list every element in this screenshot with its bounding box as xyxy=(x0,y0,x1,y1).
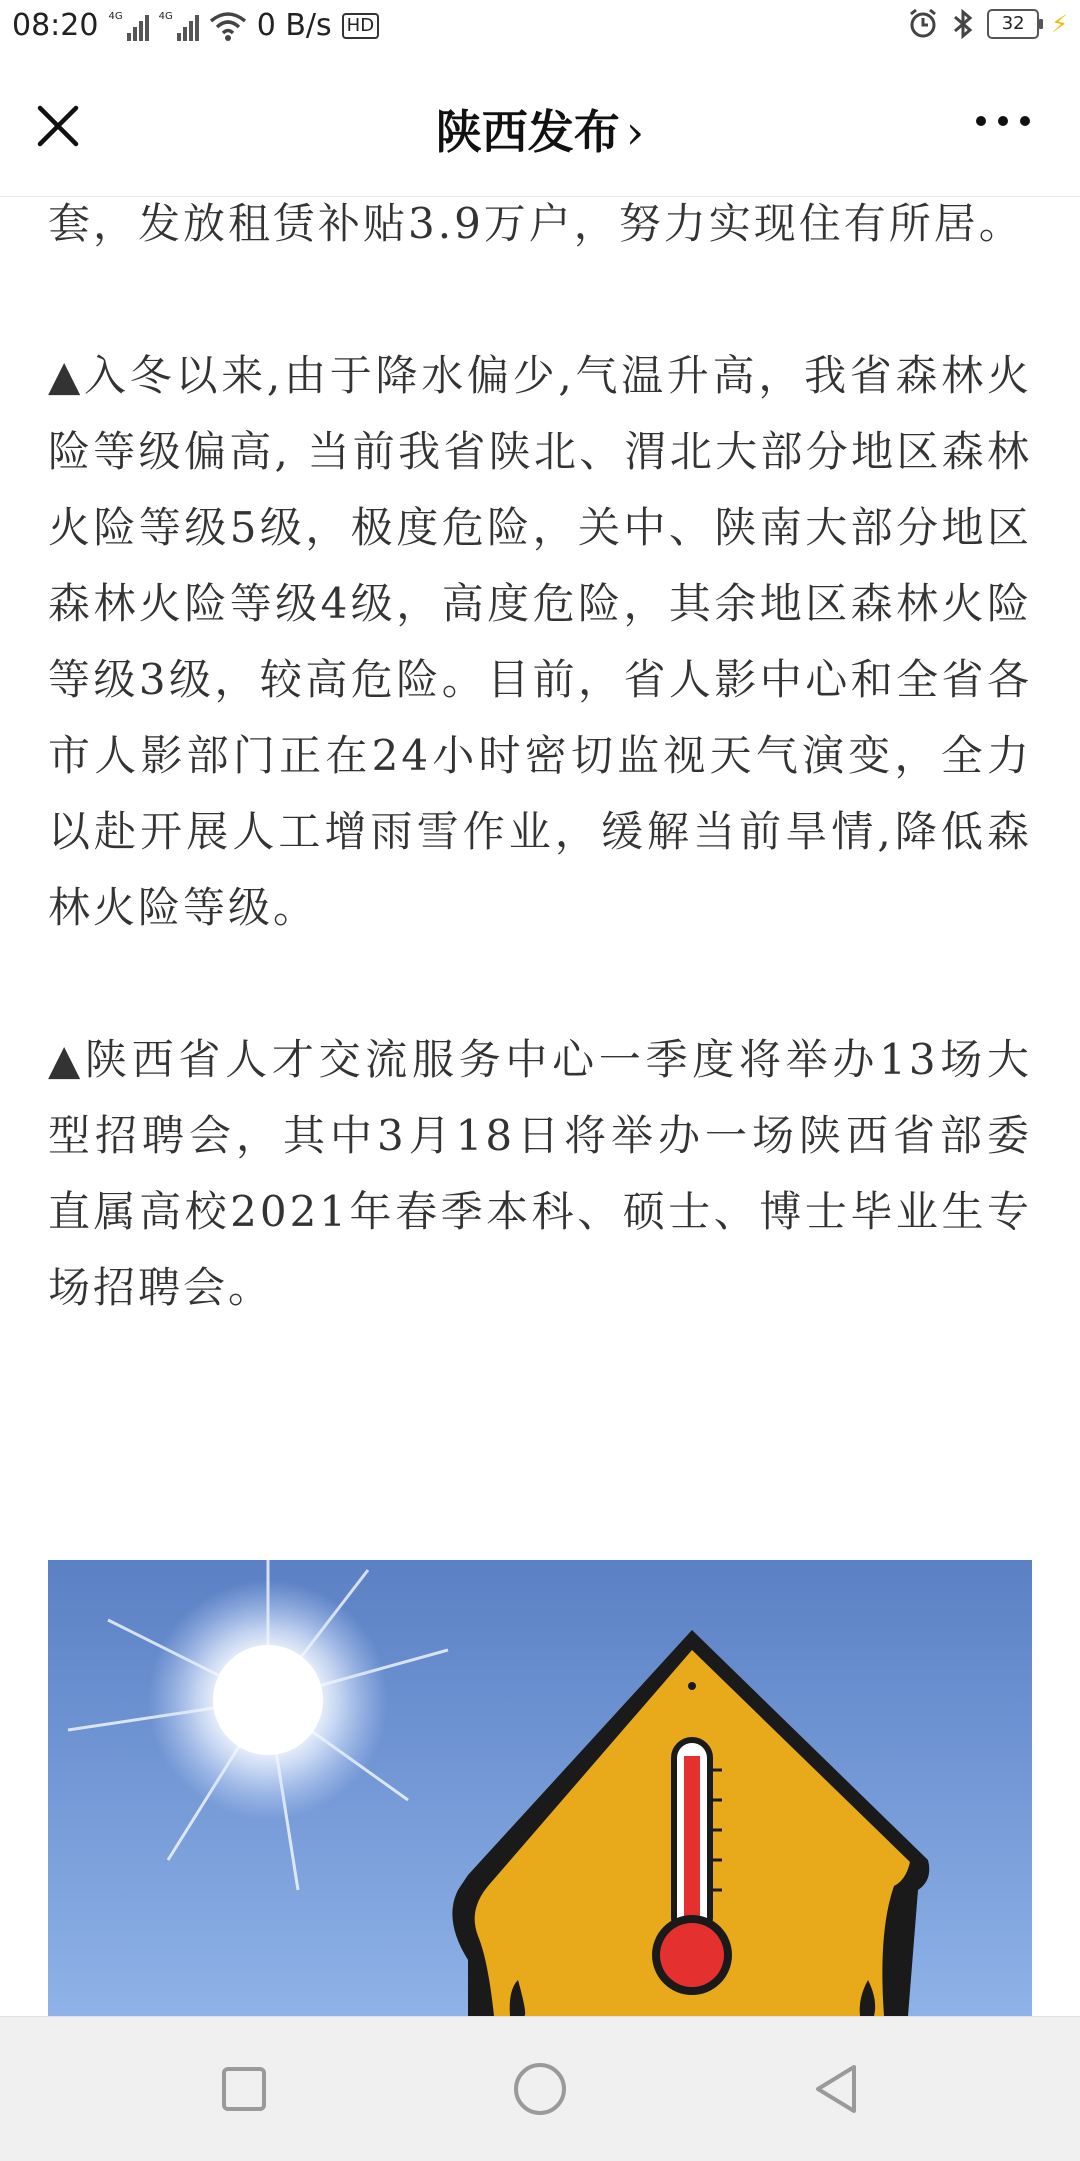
hd-voice-badge: HD xyxy=(342,13,379,39)
account-name: 陕西发布 xyxy=(435,105,620,159)
more-icon[interactable] xyxy=(976,116,1030,126)
article-image[interactable] xyxy=(48,1560,1032,2016)
charging-icon: ⚡ xyxy=(1051,10,1068,38)
battery-icon: 32 xyxy=(987,9,1039,39)
bluetooth-icon xyxy=(951,8,975,40)
network-speed: 0 B/s xyxy=(256,8,332,43)
clock: 08:20 xyxy=(12,8,99,43)
system-nav-bar xyxy=(0,2016,1080,2161)
article-paragraph: ▲陕西省人才交流服务中心一季度将举办13场大型招聘会，其中3月18日将举办一场陕西省部委直属高校2021年春季本科、硕士、博士毕业生专场招聘会。 xyxy=(48,1035,1032,1312)
chevron-right-icon: › xyxy=(625,105,645,159)
article-body xyxy=(48,186,1032,1402)
signal-icon: 4G xyxy=(108,11,148,41)
top-nav-bar xyxy=(0,56,1080,197)
signal-icon: 4G xyxy=(159,11,199,41)
back-icon[interactable] xyxy=(804,2057,868,2121)
heat-warning-illustration xyxy=(48,1560,1032,2016)
alarm-icon xyxy=(907,8,939,40)
article-paragraph: 套，发放租赁补贴3.9万户，努力实现住有所居。 xyxy=(48,199,1024,248)
home-icon[interactable] xyxy=(508,2057,572,2121)
account-title[interactable] xyxy=(0,96,1080,162)
article-paragraph: ▲入冬以来,由于降水偏少,气温升高，我省森林火险等级偏高, 当前我省陕北、渭北大部分地区森林火险等级5级，极度危险，关中、陕南大部分地区森林火险等级4级，高度危险，其余地区森林火险等级3级，较高危险。目前，省人影中心和全省各市人影部门正在24小时密切监视天气演变，全力以赴开展人工增雨雪作业，缓解当前旱情,降低森林火险等级。 xyxy=(48,351,1032,932)
recent-apps-icon[interactable] xyxy=(212,2057,276,2121)
status-bar xyxy=(0,0,1080,56)
wifi-icon xyxy=(209,11,247,41)
